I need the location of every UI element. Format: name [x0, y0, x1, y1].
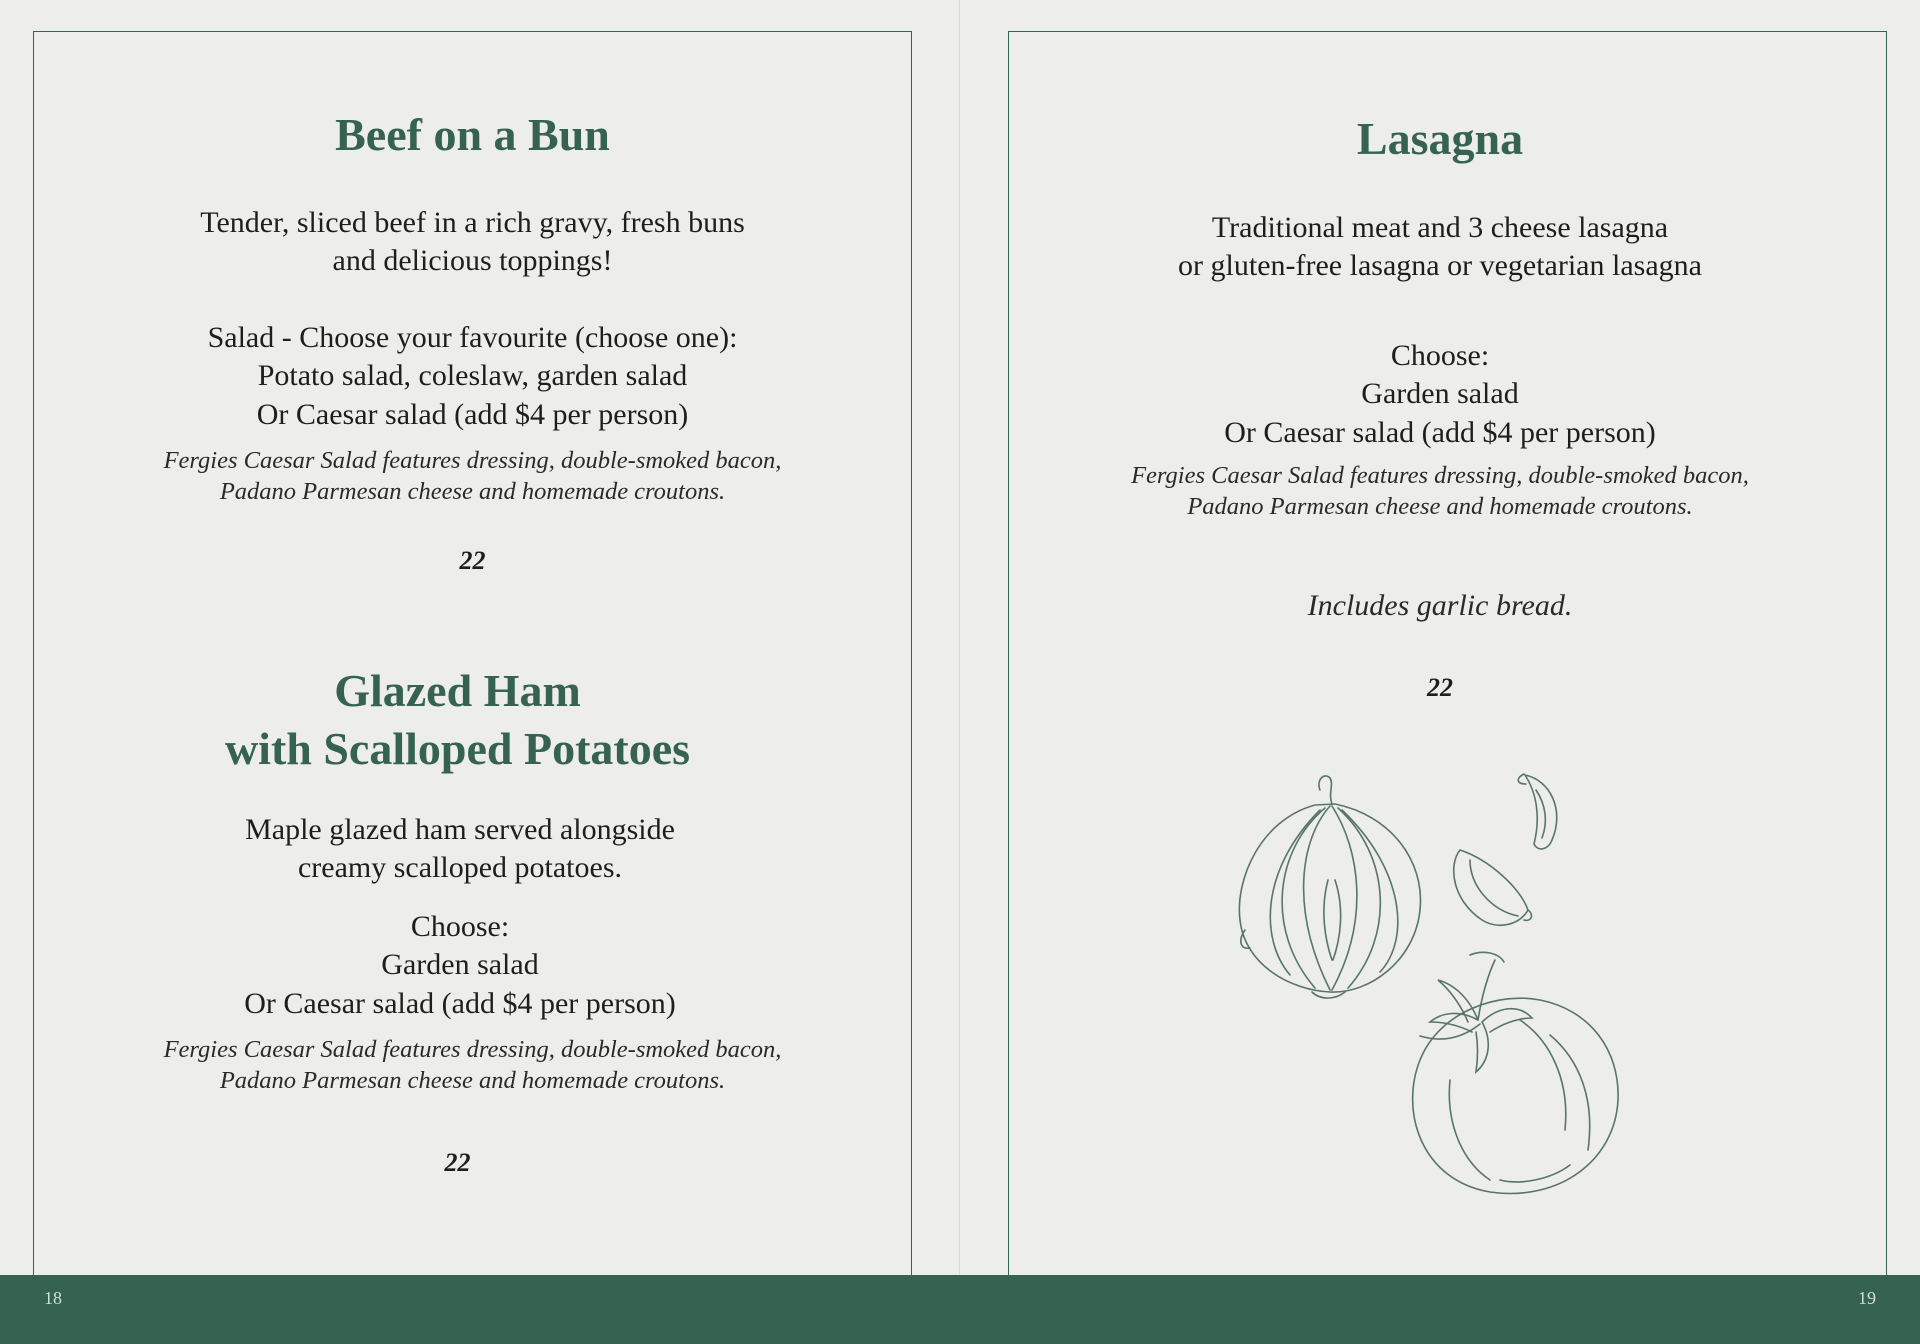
dish-description-line: or gluten-free lasagna or vegetarian lasagna — [1178, 249, 1702, 282]
dish-description-line: Traditional meat and 3 cheese lasagna — [1211, 211, 1669, 244]
page-number-right: 19 — [1858, 1288, 1876, 1308]
dish-title-glazed-ham: Glazed Ham — [334, 665, 581, 716]
caesar-note-line: Padano Parmesan cheese and homemade croutons. — [1187, 493, 1693, 520]
caesar-note-line: Fergies Caesar Salad features dressing, double-smoked bacon, — [1131, 462, 1749, 489]
salad-option-line: Or Caesar salad (add $4 per person) — [1224, 416, 1656, 449]
price-glazed-ham: 22 — [444, 1148, 471, 1177]
salad-option-line: Or Caesar salad (add $4 per person) — [256, 398, 689, 431]
dish-title-glazed-ham-line2: with Scalloped Potatoes — [224, 723, 691, 774]
caesar-note-line: Fergies Caesar Salad features dressing, double-smoked bacon, — [163, 447, 782, 474]
caesar-note-line: Fergies Caesar Salad features dressing, double-smoked bacon, — [163, 1036, 782, 1063]
dish-description-line: Tender, sliced beef in a rich gravy, fresh buns — [200, 206, 745, 239]
footer-bar — [0, 1275, 1920, 1344]
salad-option-line: Or Caesar salad (add $4 per person) — [244, 987, 676, 1020]
dish-title-lasagna: Lasagna — [1356, 113, 1524, 164]
price-beef-on-a-bun: 22 — [459, 546, 486, 575]
page-number-left: 18 — [44, 1288, 62, 1308]
caesar-note-line: Padano Parmesan cheese and homemade croutons. — [219, 478, 726, 505]
includes-garlic-bread: Includes garlic bread. — [1307, 589, 1573, 622]
dish-description-line: Maple glazed ham served alongside — [245, 813, 675, 846]
onion-icon — [1239, 776, 1420, 998]
dish-description-line: creamy scalloped potatoes. — [297, 851, 623, 884]
salad-option-line: Garden salad — [381, 948, 539, 981]
salad-option-line: Garden salad — [1361, 377, 1519, 410]
garlic-clove-icon — [1518, 774, 1557, 849]
choose-heading: Choose: — [410, 910, 510, 943]
vegetable-sketch-icon — [1220, 760, 1640, 1200]
tomato-icon — [1413, 952, 1618, 1193]
garlic-clove-icon — [1454, 850, 1532, 925]
salad-heading: Salad - Choose your favourite (choose one): — [207, 321, 738, 354]
page-spine — [959, 0, 960, 1275]
choose-heading: Choose: — [1390, 339, 1490, 372]
dish-description-line: and delicious toppings! — [332, 244, 613, 277]
dish-title-beef-on-a-bun: Beef on a Bun — [335, 109, 610, 160]
salad-option-line: Potato salad, coleslaw, garden salad — [257, 359, 688, 392]
caesar-note-line: Padano Parmesan cheese and homemade croutons. — [219, 1067, 726, 1094]
price-lasagna: 22 — [1427, 673, 1453, 702]
